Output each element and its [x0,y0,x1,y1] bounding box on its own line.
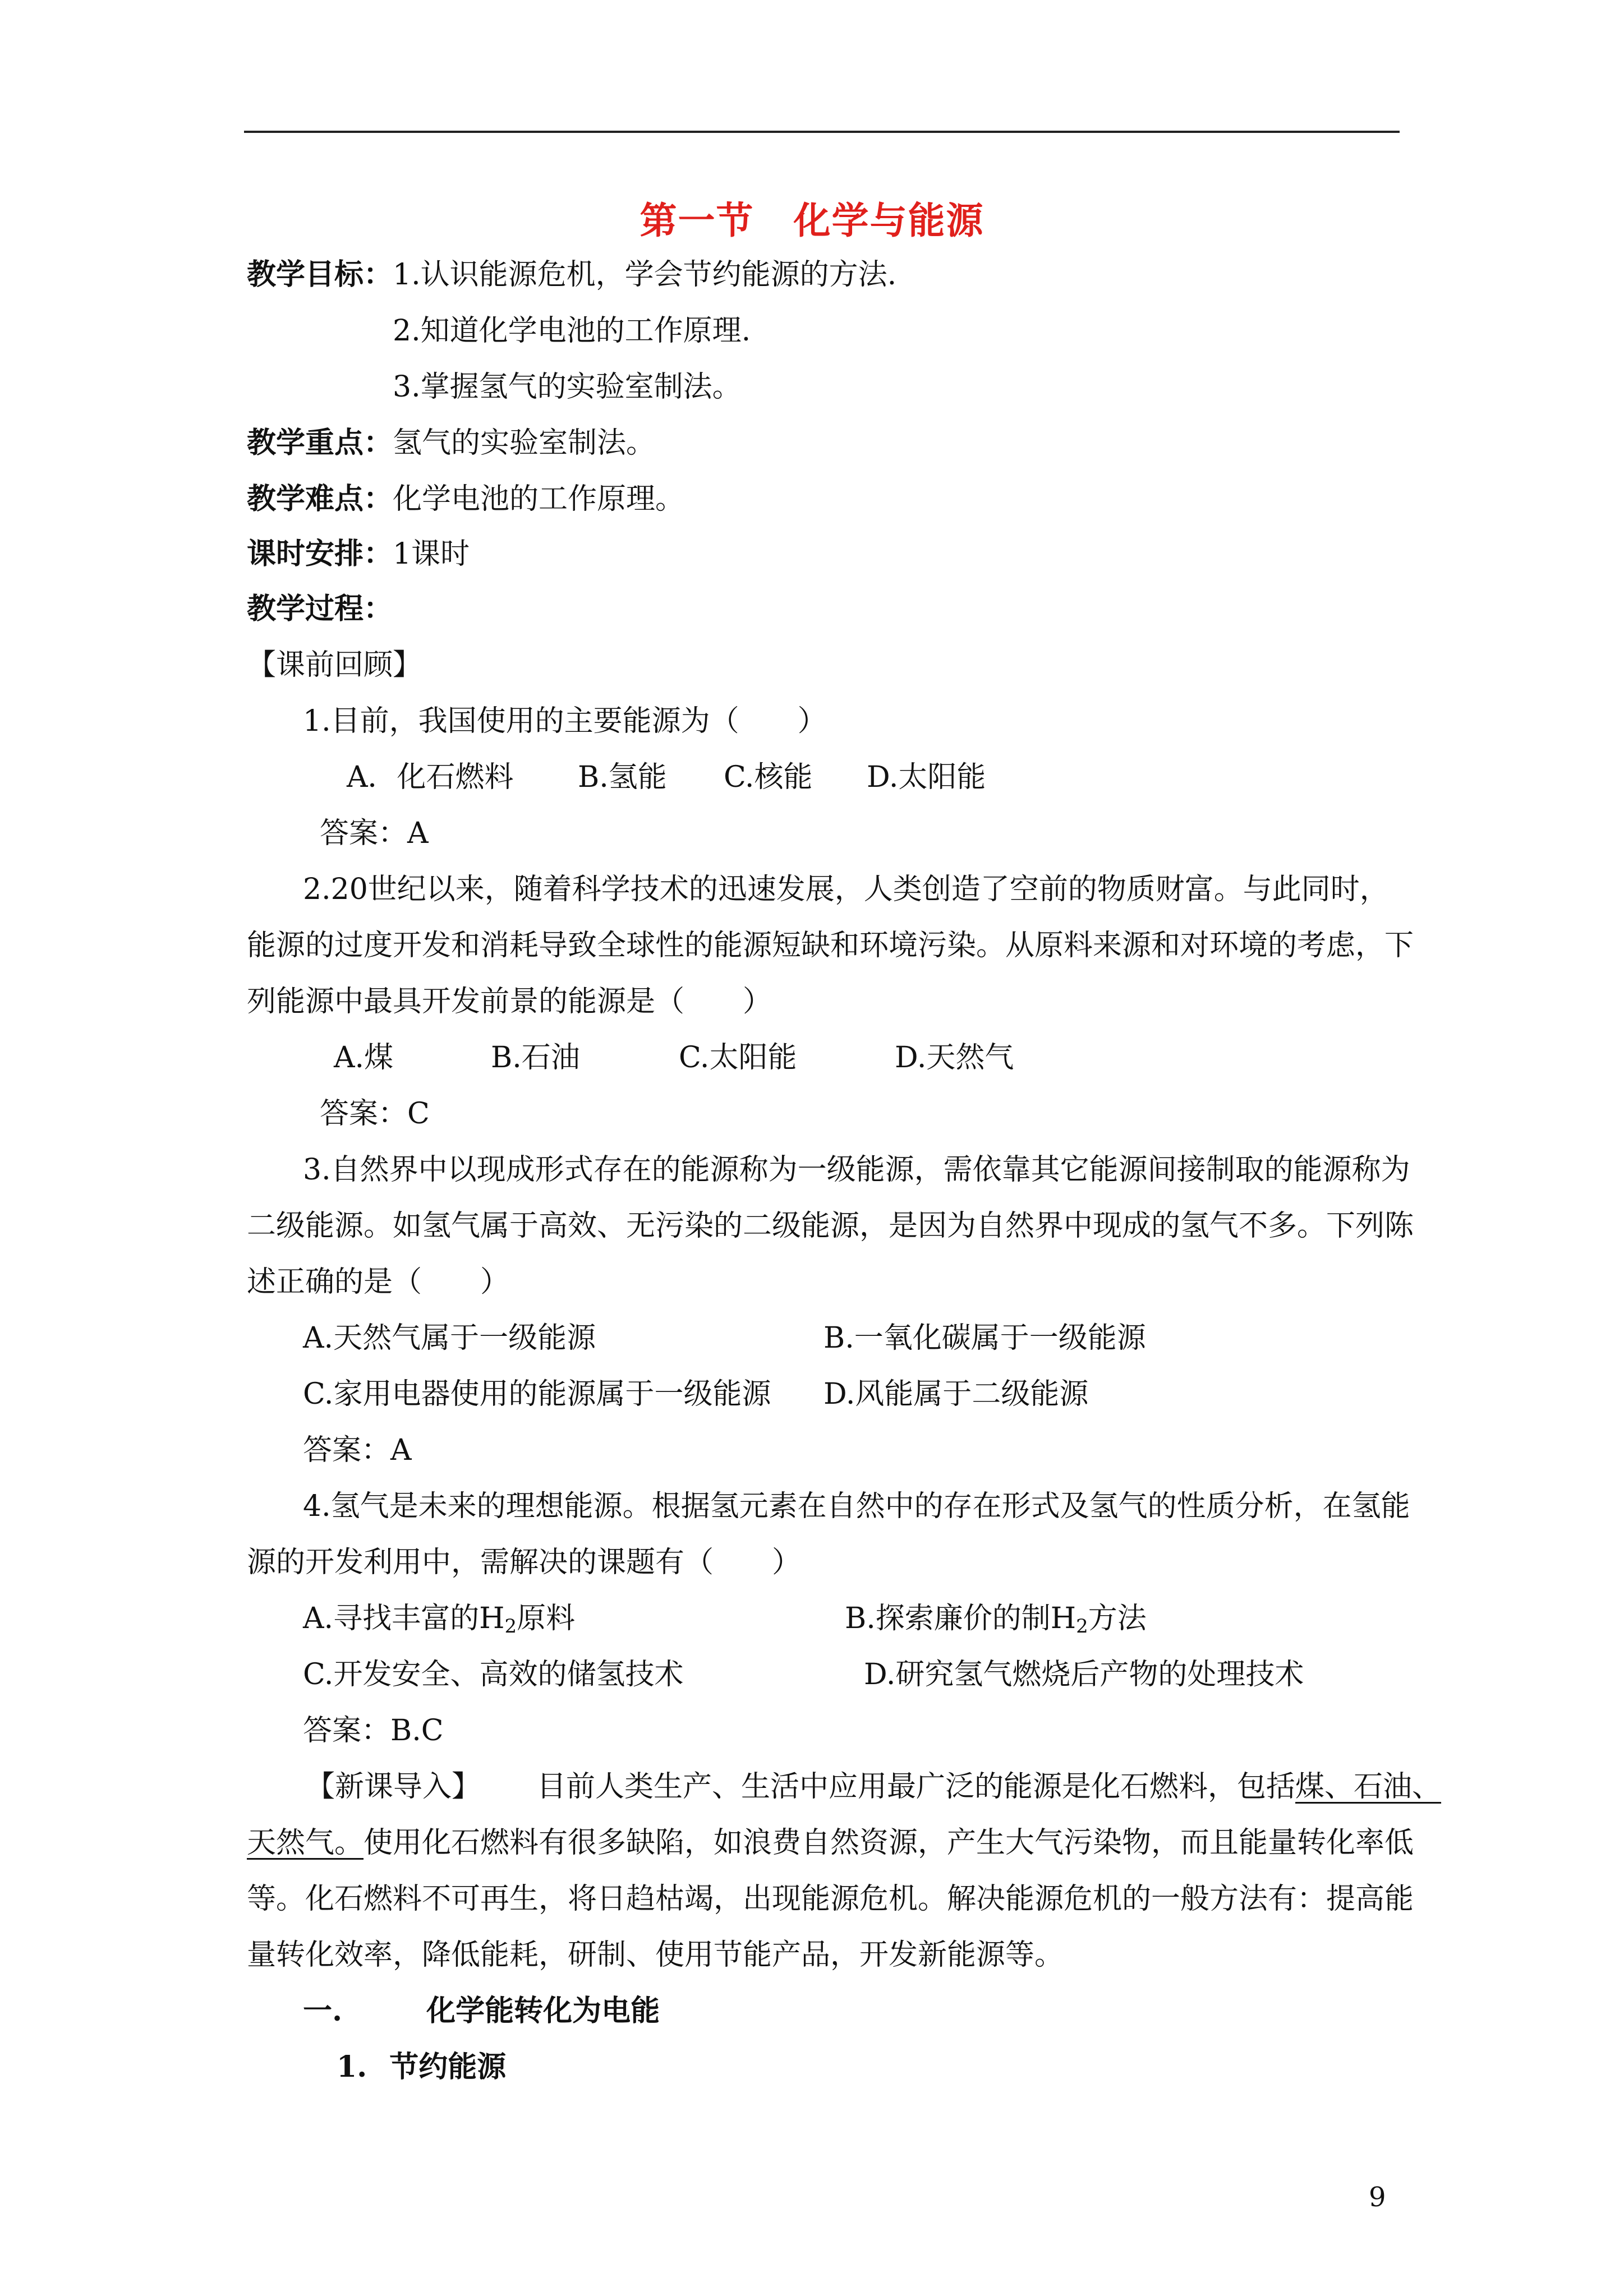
q4-option-d: D.研究氢气燃烧后产物的处理技术 [864,1658,1304,1691]
objectives-row [247,252,896,297]
intro-line-2: 天然气。使用化石燃料有很多缺陷，如浪费自然资源，产生大气污染物，而且能量转化率低 [247,1826,1414,1860]
intro-line-3: 等。化石燃料不可再生，将日趋枯竭，出现能源危机。解决能源危机的一般方法有：提高能 [247,1882,1414,1916]
page-title [0,195,1624,246]
q2-stem-line-1: 2.20世纪以来，随着科学技术的迅速发展，人类创造了空前的物质财富。与此同时， [303,873,1389,906]
q1-option-d: D.太阳能 [867,760,986,794]
q3-option-c: C.家用电器使用的能源属于一级能源 [303,1377,771,1411]
q2-stem-line-2: 能源的过度开发和消耗导致全球性的能源短缺和环境污染。从原料来源和对环境的考虑，下 [247,929,1414,962]
q4-stem-line-1: 4.氢气是未来的理想能源。根据氢元素在自然中的存在形式及氢气的性质分析，在氢能 [303,1490,1410,1523]
q1-option-a: A．化石燃料 [347,760,514,794]
q4-stem-line-2: 源的开发利用中，需解决的课题有（ ） [247,1546,802,1579]
key-point-label: 教学重点： [247,426,393,460]
section-heading-1: 一. 化学能转化为电能 [303,1994,660,2028]
q2-option-d: D.天然气 [895,1041,1014,1075]
q3-option-d: D.风能属于二级能源 [823,1377,1089,1411]
subscript: 2 [1076,1615,1088,1638]
q1-answer: 答案：A [320,817,429,850]
q2-option-c: C.太阳能 [679,1041,797,1075]
schedule-row [247,532,470,577]
q4-answer: 答案：B.C [303,1714,444,1748]
q3-stem-line-3: 述正确的是（ ） [247,1265,510,1299]
difficulty-label: 教学难点： [247,482,393,516]
q2-answer: 答案：C [320,1097,430,1131]
q1-stem: 1.目前，我国使用的主要能源为（ ） [303,704,827,738]
difficulty-row [247,477,684,522]
q3-option-a: A.天然气属于一级能源 [303,1321,596,1355]
objective-2: 2.知道化学电池的工作原理. [393,314,751,348]
q1-option-c: C.核能 [724,760,813,794]
q4-option-a: A.寻找丰富的$H_2$原料 [303,1602,576,1638]
key-point-text: 氢气的实验室制法。 [393,426,656,460]
subsection-heading-1: 1. 节约能源 [337,2050,507,2084]
intro-line-4: 量转化效率，降低能耗，研制、使用节能产品，开发新能源等。 [247,1938,1064,1972]
q2-option-a: A.煤 [334,1041,394,1075]
q3-stem-line-1: 3.自然界中以现成形式存在的能源称为一级能源，需依靠其它能源间接制取的能源称为 [303,1153,1410,1187]
schedule-label: 课时安排： [247,537,393,571]
intro-line-1: 【新课导入】 目前人类生产、生活中应用最广泛的能源是化石燃料，包括煤、石油、 [306,1770,1442,1804]
review-heading: 【课前回顾】 [247,648,422,682]
intro-heading: 【新课导入】 [306,1770,481,1804]
difficulty-text: 化学电池的工作原理。 [393,482,685,516]
title-part1: 第一节 [640,199,755,242]
schedule-text: 1课时 [393,537,470,571]
header-rule [244,131,1400,133]
objective-1: 1.认识能源危机，学会节约能源的方法. [393,258,897,292]
q1-option-b: B.氢能 [578,760,667,794]
q2-stem-line-3: 列能源中最具开发前景的能源是（ ） [247,985,772,1018]
objectives-label: 教学目标： [247,257,393,292]
key-point-row [247,421,655,465]
q3-option-b: B.一氧化碳属于一级能源 [823,1321,1146,1355]
q4-option-b: B.探索廉价的制$H_2$方法 [845,1602,1147,1638]
process-label: 教学过程： [247,592,393,626]
title-part2: 化学与能源 [793,199,984,242]
q2-option-b: B.石油 [491,1041,580,1075]
q3-stem-line-2: 二级能源。如氢气属于高效、无污染的二级能源，是因为自然界中现成的氢气不多。下列陈 [247,1209,1414,1243]
objective-3: 3.掌握氢气的实验室制法。 [393,370,742,404]
page-number: 9 [1369,2182,1386,2213]
subscript: 2 [504,1615,517,1638]
q3-answer: 答案：A [303,1433,412,1467]
q4-option-c: C.开发安全、高效的储氢技术 [303,1658,684,1691]
